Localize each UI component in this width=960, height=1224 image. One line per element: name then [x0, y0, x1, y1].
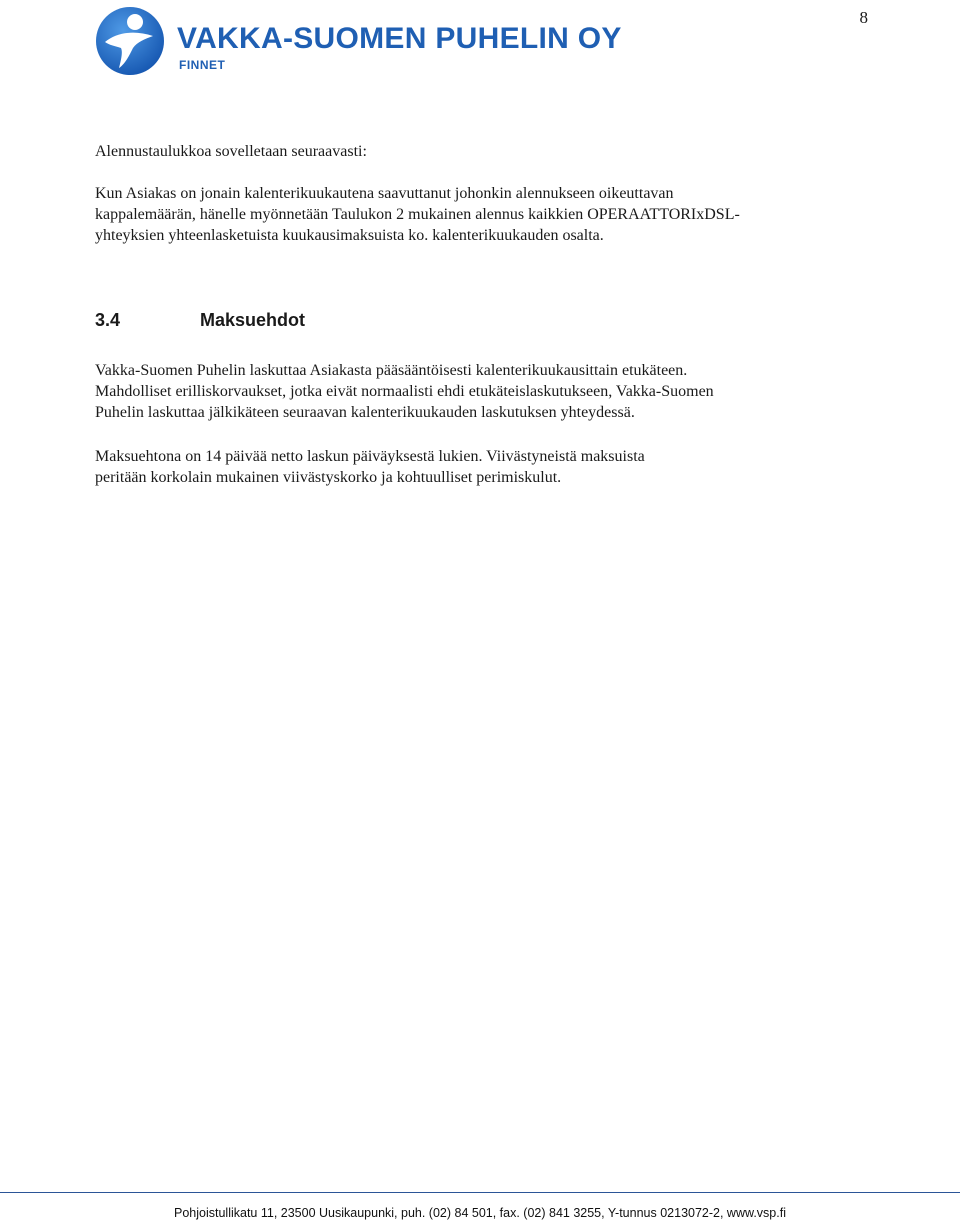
paragraph-line: Vakka-Suomen Puhelin laskuttaa Asiakasta pääsääntöisesti kalenterikuukausittain etukäteen.: [95, 362, 688, 379]
footer-line: Pohjoistullikatu 11, 23500 Uusikaupunki, puh. (02) 84 501, fax. (02) 841 3255, Y-tunnus 0213072-2, www.vsp.fi: [174, 1206, 786, 1220]
section-title: Maksuehdot: [200, 310, 306, 330]
paragraph-line: Puhelin laskuttaa jälkikäteen seuraavan kalenterikuukauden laskutuksen yhteydessä.: [95, 404, 635, 421]
logo-mark-icon: [95, 6, 165, 76]
logo-company-name: VAKKA-SUOMEN PUHELIN OY: [177, 22, 622, 55]
company-logo: [95, 6, 655, 78]
paragraph-discount: [95, 183, 815, 246]
paragraph-line: yhteyksien yhteenlasketuista kuukausimaksuista ko. kalenterikuukauden osalta.: [95, 227, 604, 244]
logo-subtitle: FINNET: [179, 58, 226, 72]
paragraph-line: peritään korkolain mukainen viivästyskorko ja kohtuulliset perimiskulut.: [95, 469, 562, 486]
section-heading: [95, 310, 305, 331]
paragraph-line: kappalemäärän, hänelle myönnetään Taulukon 2 mukainen alennus kaikkien OPERAATTORIxDSL-: [95, 206, 740, 223]
intro-text: [95, 141, 815, 162]
paragraph-billing: [95, 360, 815, 423]
footer-contact-info: [0, 1206, 960, 1220]
page-number: 8: [859, 8, 868, 27]
paragraph-line: Maksuehtona on 14 päivää netto laskun päiväyksestä lukien. Viivästyneistä maksuista: [95, 448, 645, 465]
footer-divider: [0, 1192, 960, 1193]
section-number: 3.4: [95, 310, 121, 330]
paragraph-payment-terms: [95, 446, 815, 488]
paragraph-line: Kun Asiakas on jonain kalenterikuukautena saavuttanut johonkin alennukseen oikeuttavan: [95, 185, 674, 202]
intro-line: Alennustaulukkoa sovelletaan seuraavasti:: [95, 143, 367, 160]
paragraph-line: Mahdolliset erilliskorvaukset, jotka eivät normaalisti ehdi etukäteislaskutukseen, Vakka-Suomen: [95, 383, 714, 400]
